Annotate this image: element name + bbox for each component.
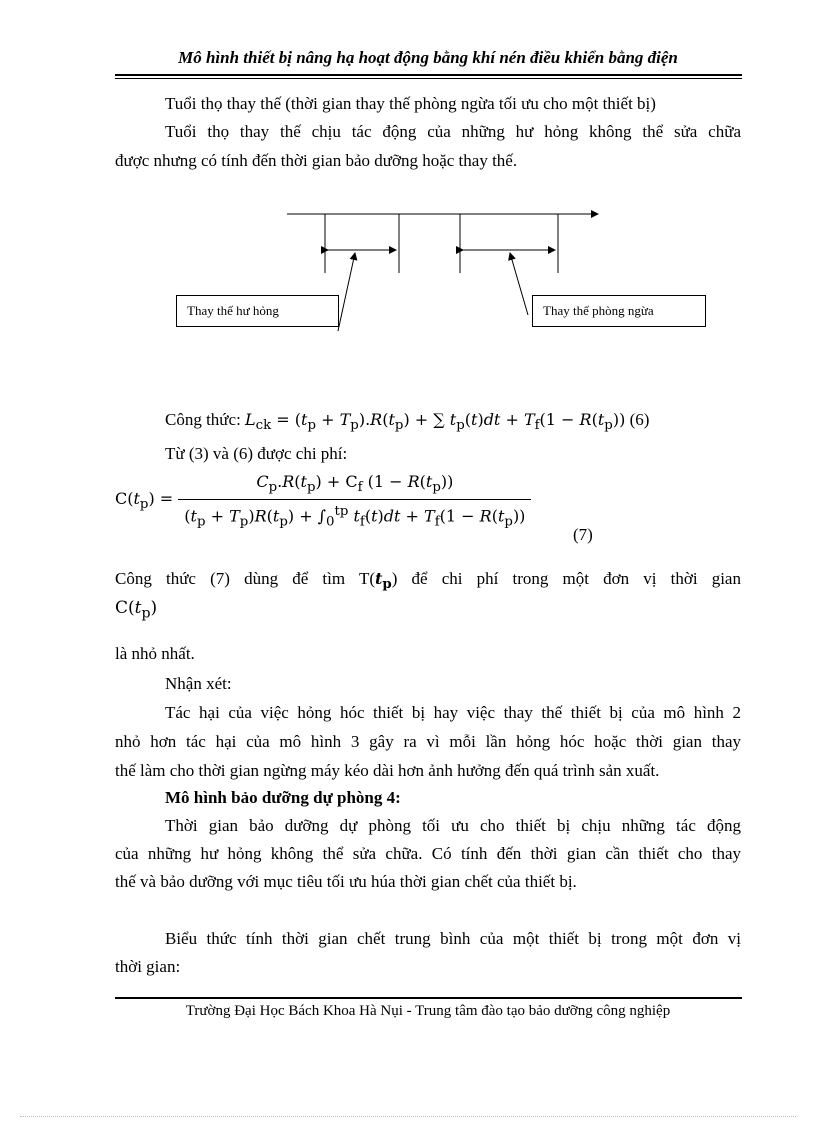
formula-7: $C(t_p)$ = $\frac{C_p.R(t_p) + C_f (1 - R(t_p))}{(t_p + T_p)R(t_p) + \int_0^{tp} t_f(t)dt + T_f(1 - R(t_p))}$ [115, 472, 531, 530]
paragraph-line: thế và bảo dưỡng với mục tiêu tối ưu húa thời gian chết của thiết bị. [115, 872, 577, 891]
page-bottom-dotted-line [20, 1116, 796, 1117]
pointer-preventive [510, 253, 528, 315]
paragraph-line: thời gian: [115, 957, 181, 976]
paragraph-line: của những hư hỏng không thể sửa chữa. Có tính đến thời gian cần thiết cho thay [115, 844, 741, 863]
formula-6-label: Công thức: [165, 410, 241, 429]
footer-rule [115, 997, 742, 999]
math-tp: $t_p$ [374, 569, 392, 593]
text-segment: Công thức (7) dùng để tìm T( [115, 569, 375, 588]
paragraph-line: Thời gian bảo dưỡng dự phòng tối ưu cho thiết bị chịu những tác động [165, 816, 741, 835]
page-footer: Trường Đại Học Bách Khoa Hà Nụi - Trung tâm đào tạo bảo dưỡng công nghiệp [185, 1003, 671, 1019]
paragraph-line: thế làm cho thời gian ngừng máy kéo dài hơn ảnh hưởng đến quá trình sản xuất. [115, 761, 660, 780]
formula-6-line [165, 406, 755, 440]
label-box-failure-replacement: Thay thế hư hỏng [176, 295, 339, 327]
paragraph-formula7-usage [115, 565, 741, 599]
paragraph-line: Biểu thức tính thời gian chết trung bình của một thiết bị trong một đơn vị [165, 929, 741, 948]
formula-7-number: (7) [573, 525, 593, 544]
formula-6: $L_{ck} = (t_p + T_p).R(t_p)$ + ∑ $t_p(t)dt + T_f(1 - R(t_p))$ [245, 410, 626, 434]
section-title: Mô hình bảo dưỡng dự phòng 4: [165, 788, 401, 807]
paragraph-line: là nhỏ nhất. [115, 644, 195, 663]
paragraph-replacement-life: Tuổi thọ thay thế (thời gian thay thế phòng ngừa tối ưu cho một thiết bị) [165, 94, 656, 113]
formula-6-number: (6) [629, 410, 650, 429]
remark-label: Nhận xét: [165, 674, 232, 693]
paragraph-line: nhỏ hơn tác hại của mô hình 3 gây ra vì mỗi lần hỏng hóc hoặc thời gian thay [115, 732, 741, 751]
text-segment: ) để chi phí trong một đơn vị thời gian [391, 569, 741, 588]
label-box-preventive-replacement: Thay thế phòng ngừa [532, 295, 706, 327]
paragraph-line: Tác hại của việc hỏng hóc thiết bị hay việc thay thế thiết bị của mô hình 2 [165, 703, 741, 722]
pointer-failure [338, 253, 355, 331]
math-cost-expression: $C(t_p)$ [115, 598, 158, 622]
header-rule-thick [115, 74, 742, 76]
paragraph-line: được nhưng có tính đến thời gian bảo dưỡng hoặc thay thế. [115, 151, 518, 170]
paragraph-line: Tuổi thọ thay thế chịu tác động của những hư hỏng không thể sửa chữa [165, 122, 741, 141]
paragraph-line: Từ (3) và (6) được chi phí: [165, 444, 348, 463]
page-header-title: Mô hình thiết bị nâng hạ hoạt động bằng khí nén điều khiển bằng điện [178, 48, 678, 67]
header-rule-thin [115, 78, 742, 79]
